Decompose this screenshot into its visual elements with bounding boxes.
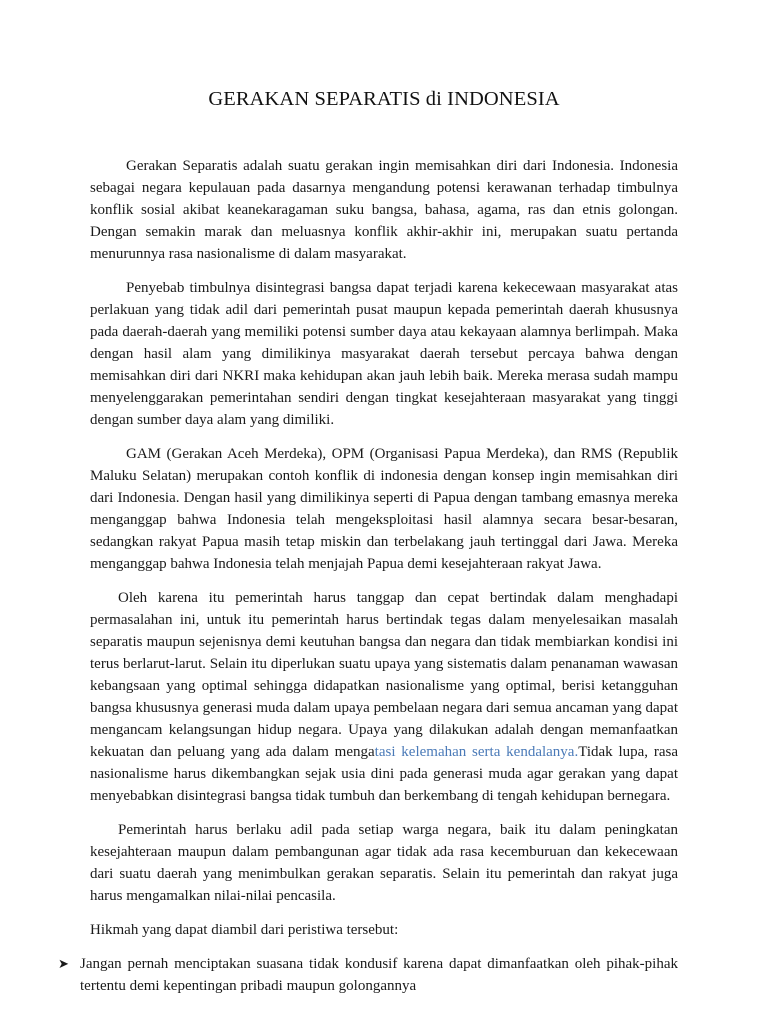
paragraph-4-link[interactable]: tasi kelemahan serta kendalanya.: [374, 744, 579, 760]
paragraph-4-text-after: Tidak lupa, rasa nasionalisme harus dikembangkan sejak usia dini pada generasi muda agar gerakan yang dapat menyebabkan disintegrasi bangsa tidak tumbuh dan berkembang di tengah kehidupan bernegara.: [90, 744, 678, 804]
page-title: GERAKAN SEPARATIS di INDONESIA: [208, 88, 560, 110]
paragraph-5: Pemerintah harus berlaku adil pada setiap warga negara, baik itu dalam peningkatan kesejahteraan maupun dalam pembangunan agar tidak ada rasa kecemburuan dan kekecewaan dari suatu daerah yang menimbulkan gerakan separatis. Selain itu pemerintah dan rakyat juga harus mengamalkan nilai-nilai pencasila.: [90, 822, 678, 904]
paragraph-4: [90, 587, 678, 807]
paragraph-3: GAM (Gerakan Aceh Merdeka), OPM (Organisasi Papua Merdeka), dan RMS (Republik Maluku Selatan) merupakan contoh konflik di indonesia dengan konsep ingin memisahkan diri dari Indonesia. Dengan hasil yang dimilikinya seperti di Papua dengan tambang emasnya mereka menganggap bahwa Indonesia telah mengeksploitasi hasil alamnya secara besar-besaran, sedangkan rakyat Papua masih tetap miskin dan terbelakang jauh tertinggal dari Jawa. Mereka menganggap bahwa Indonesia telah menjajah Papua demi kesejahteraan rakyat Jawa.: [90, 446, 678, 572]
bullet-item: [58, 953, 678, 997]
bullet-item-text: Jangan pernah menciptakan suasana tidak kondusif karena dapat dimanfaatkan oleh pihak-pihak tertentu demi kepentingan pribadi maupun golongannya: [80, 956, 678, 994]
paragraph-4-text-before: Oleh karena itu pemerintah harus tanggap dan cepat bertindak dalam menghadapi permasalahan ini, untuk itu pemerintah harus bertindak tegas dalam menyelesaikan masalah separatis maupun sejenisnya demi keutuhan bangsa dan negara dan tidak membiarkan kondisi ini terus berlarut-larut. Selain itu diperlukan suatu upaya yang sistematis dalam penanaman wawasan kebangsaan yang optimal sehingga didapatkan nasionalisme yang optimal, berisi ketangguhan bangsa khususnya generasi muda dalam upaya pembelaan negara dari semua ancaman yang dapat mengancam kelangsungan hidup negara. Upaya yang dilakukan adalah dengan memanfaatkan kekuatan dan peluang yang ada dalam menga: [90, 590, 678, 760]
paragraph-2: Penyebab timbulnya disintegrasi bangsa dapat terjadi karena kekecewaan masyarakat atas perlakuan yang tidak adil dari pemerintah pusat maupun kepada pemerintah daerah khususnya pada daerah-daerah yang memiliki potensi sumber daya atau kekayaan alamnya berlimpah. Maka dengan hasil alam yang dimilikinya masyarakat daerah tersebut percaya bahwa dengan memisahkan diri dari NKRI maka kehidupan akan jauh lebih baik. Mereka merasa sudah mampu menyelenggarakan pemerintahan sendiri dengan tingkat kesejahteraan masyarakat yang tinggi dengan sumber daya alam yang dimiliki.: [90, 280, 678, 428]
paragraph-6: Hikmah yang dapat diambil dari peristiwa tersebut:: [90, 922, 399, 938]
arrow-bullet-icon: ➤: [58, 956, 69, 971]
paragraph-1: Gerakan Separatis adalah suatu gerakan ingin memisahkan diri dari Indonesia. Indonesia sebagai negara kepulauan pada dasarnya mengandung potensi kerawanan terhadap timbulnya konflik sosial akibat keanekaragaman suku bangsa, bahasa, agama, ras dan etnis golongan. Dengan semakin marak dan meluasnya konflik akhir-akhir ini, merupakan suatu pertanda menurunnya rasa nasionalisme di dalam masyarakat.: [90, 158, 678, 262]
